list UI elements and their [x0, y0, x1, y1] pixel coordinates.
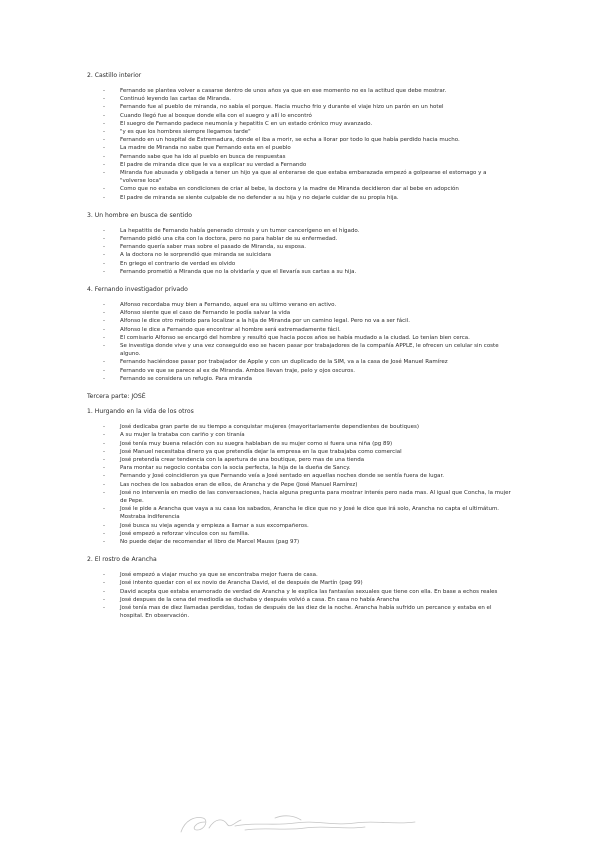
list-item: - Fernando y José coincidieron ya que Fernando veía a José sentado en aquellas noches donde se sentía fuera de lugar. [87, 472, 513, 480]
list-item: - Continuó leyendo las cartas de Miranda. [87, 95, 513, 103]
section-heading: 3. Un hombre en busca de sentido [87, 211, 192, 219]
list-item: - José tenía muy buena relación con su suegra hablaban de su mujer como si fuera una niña (pg 89) [87, 440, 513, 448]
list-item: - Se investiga donde vive y una vez conseguido eso se hacen pasar por trabajadores de la compañía APPLE, le ofrecen un celular sin coste alguno. [87, 342, 513, 358]
list-item: - Para montar su negocio contaba con la socia perfecta, la hija de la dueña de Sancy. [87, 464, 513, 472]
list-item: - Alfonso siente que el caso de Fernando le podía salvar la vida [87, 309, 513, 317]
bullet-list [87, 87, 513, 202]
list-item: - David acepta que estaba enamorado de verdad de Arancha y le explica las fantasías sexuales que tiene con ella. En base a echos reales [87, 588, 513, 596]
section-heading: 1. Hurgando en la vida de los otros [87, 408, 194, 416]
list-item: - Como que no estaba en condiciones de criar al bebe, la doctora y la madre de Miranda decidieron dar al bebe en adopción [87, 185, 513, 193]
list-item: - El padre de miranda dice que le va a explicar su verdad a Fernando [87, 161, 513, 169]
list-item: - A su mujer la trataba con cariño y con tiranía [87, 431, 513, 439]
list-item: - "y es que los hombres siempre llegamos tarde" [87, 128, 513, 136]
list-item: - Fernando pidió una cita con la doctora, pero no para hablar de su enfermedad. [87, 235, 513, 243]
list-item: - La hepatitis de Fernando había generado cirrosis y un tumor cancerígeno en el hígado. [87, 227, 513, 235]
list-item: - La madre de Miranda no sabe que Fernando esta en el pueblo [87, 144, 513, 152]
list-item: - A la doctora no le sorprendió que miranda se suicidara [87, 251, 513, 259]
list-item: - José Manuel necesitaba dinero ya que pretendía dejar la empresa en la que trabajaba como comercial [87, 448, 513, 456]
bullet-list [87, 227, 513, 276]
list-item: - Fernando sabe que ha ido al pueblo en busca de respuestas [87, 153, 513, 161]
list-item: - Fernando se considera un refugio. Para miranda [87, 375, 513, 383]
list-item: - José tenía mas de diez llamadas perdidas, todas de después de las diez de la noche. Arancha había sufrido un percance y estaba en el hospital. En observación. [87, 604, 513, 620]
list-item: - Fernando haciéndose pasar por trabajador de Apple y con un duplicado de la SIM, va a la casa de José Manuel Ramírez [87, 358, 513, 366]
list-item: - Fernando quería saber mas sobre el pasado de Miranda, su esposa. [87, 243, 513, 251]
section-heading: Tercera parte: JOSÉ [87, 393, 146, 401]
list-item: - Alfonso recordaba muy bien a Fernando, aquel era su ultimo verano en activo. [87, 301, 513, 309]
list-item: - Las noches de los sabados eran de ellos, de Arancha y de Pepe (José Manuel Ramírez) [87, 481, 513, 489]
list-item: - José intento quedar con el ex novio de Arancha David, el de después de Martín (pag 99) [87, 579, 513, 587]
list-item: - Fernando fue al pueblo de miranda, no sabía el porque. Hacia mucho frio y durante el viaje hizo un parón en un hotel [87, 103, 513, 111]
list-item: - El comisario Alfonso se encargó del hombre y resultó que hacia pocos años se había mudado a la ciudad. Lo tenían bien cerca. [87, 334, 513, 342]
document-body [87, 72, 513, 630]
list-item: - Miranda fue abusada y obligada a tener un hijo ya que al enterarse de que estaba embarazada empezó a golpearse el estomago y a "volverse loca" [87, 169, 513, 185]
list-item: - El padre de miranda se siente culpable de no defender a su hija y no dejarle cuidar de su propia hija. [87, 194, 513, 202]
list-item: - José le pide a Arancha que vaya a su casa los sabados, Arancha le dice que no y José le dice que irá solo, Arancha no capta el ultimátum. Mostraba indiferencia [87, 505, 513, 521]
section-heading: 4. Fernando investigador privado [87, 286, 188, 294]
list-item: - Cuando llegó fue al bosque donde ella con el suegro y allí lo encontró [87, 112, 513, 120]
list-item: - Fernando prometió a Miranda que no la olvidaría y que el llevaría sus cartas a su hija. [87, 268, 513, 276]
bullet-list [87, 571, 513, 620]
bullet-list [87, 423, 513, 546]
section-heading: 2. Castillo interior [87, 72, 142, 79]
bullet-list [87, 301, 513, 383]
list-item: - Alfonso le dice a Fernando que encontrar al hombre será extremadamente fácil. [87, 326, 513, 334]
list-item: - El suegro de Fernando padece neumonía y hepatitis C en un estado crónico muy avanzado. [87, 120, 513, 128]
list-item: - Alfonso le dice otro método para localizar a la hija de Miranda por un camino legal. Pero no va a ser fácil. [87, 317, 513, 325]
list-item: - José pretendía crear tendencia con la apertura de una boutique, pero mas de una tienda [87, 456, 513, 464]
list-item: - Fernando en un hospital de Extremadura, donde el iba a morir, se echa a llorar por todo lo que había perdido hacia mucho. [87, 136, 513, 144]
list-item: - José despues de la cena del mediodía se duchaba y después volvió a casa. En casa no había Arancha [87, 596, 513, 604]
list-item: - José busca su vieja agenda y empieza a llamar a sus excompañeros. [87, 522, 513, 530]
list-item: - En griego el contrario de verdad es olvido [87, 260, 513, 268]
list-item: - Fernando ve que se parece al ex de Miranda. Ambos llevan traje, pelo y ojos oscuros. [87, 367, 513, 375]
list-item: - José empezó a reforzar vínculos con su familia. [87, 530, 513, 538]
list-item: - José no intervenía en medio de las conversaciones, hacia alguna pregunta para mostrar interés pero nada mas. Al igual que Concha, la mujer de Pepe. [87, 489, 513, 505]
signature-watermark [175, 808, 425, 838]
list-item: - José dedicaba gran parte de su tiempo a conquistar mujeres (mayoritariamente dependientes de boutiques) [87, 423, 513, 431]
section-heading: 2. El rostro de Arancha [87, 556, 157, 564]
list-item: - No puede dejar de recomendar el libro de Marcel Mauss (pag 97) [87, 538, 513, 546]
list-item: - Fernando se plantea volver a casarse dentro de unos años ya que en ese momento no es la actitud que debe mostrar. [87, 87, 513, 95]
list-item: - José empezó a viajar mucho ya que se encontraba mejor fuera de casa. [87, 571, 513, 579]
